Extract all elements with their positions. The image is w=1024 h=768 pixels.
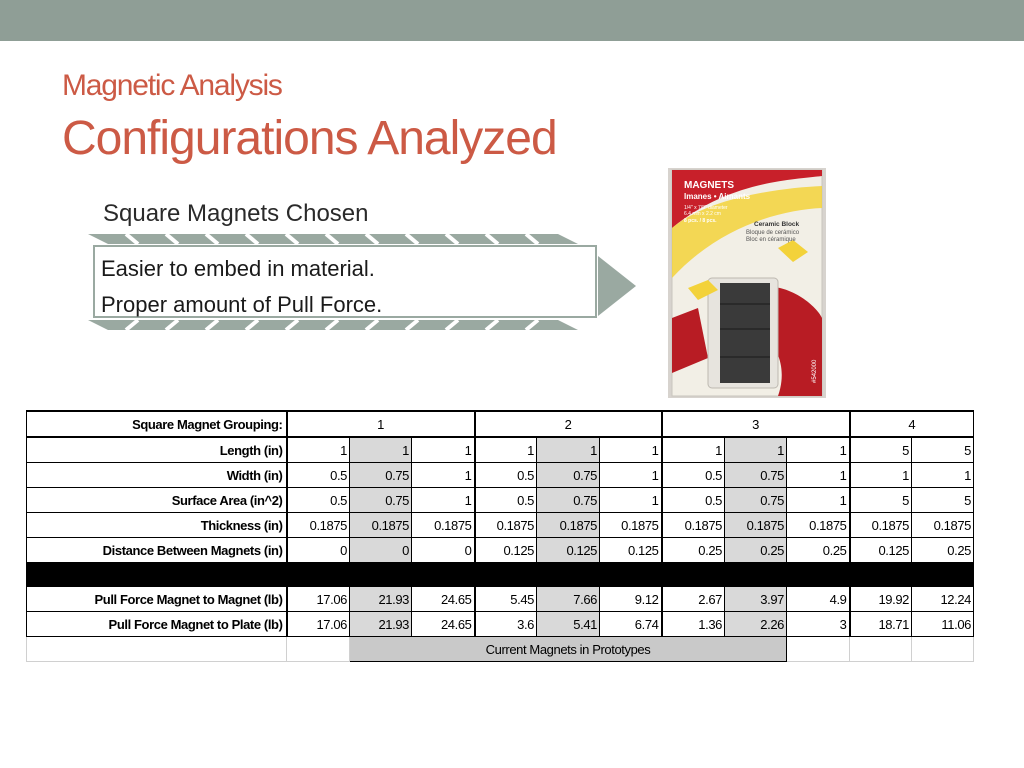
section-heading: Square Magnets Chosen <box>103 200 369 227</box>
table-row <box>27 463 974 488</box>
table-cell: 0.1875 <box>600 513 662 538</box>
table-cell: 0.125 <box>475 538 537 563</box>
table-cell: 0.75 <box>537 488 600 513</box>
spec-rows <box>27 437 974 563</box>
package-brand: MAGNETS <box>684 180 734 191</box>
package-type-en: Ceramic Block <box>754 221 800 228</box>
table-cell: 21.93 <box>350 587 412 612</box>
group-header-row <box>27 411 974 437</box>
table-cell: 0.5 <box>475 463 537 488</box>
table-cell: 5.41 <box>537 612 600 637</box>
row-label: Pull Force Magnet to Magnet (lb) <box>27 587 287 612</box>
table-cell: 17.06 <box>287 587 350 612</box>
table-cell: 1 <box>412 463 475 488</box>
row-label: Length (in) <box>27 437 287 463</box>
bullet-2: Proper amount of Pull Force. <box>101 292 383 317</box>
table-cell: 5.45 <box>475 587 537 612</box>
group-header-cell: 1 <box>287 411 475 437</box>
table-cell: 5 <box>850 437 912 463</box>
table-cell: 0.125 <box>850 538 912 563</box>
table-cell: 0.1875 <box>850 513 912 538</box>
table-cell: 4.9 <box>787 587 850 612</box>
table-cell: 0.1875 <box>662 513 725 538</box>
table-cell: 1 <box>662 437 725 463</box>
table-cell: 6.74 <box>600 612 662 637</box>
row-label: Distance Between Magnets (in) <box>27 538 287 563</box>
table-cell: 5 <box>850 488 912 513</box>
table-cell: 24.65 <box>412 587 475 612</box>
table-cell: 1 <box>412 437 475 463</box>
row-label: Thickness (in) <box>27 513 287 538</box>
group-header-cell: 4 <box>850 411 974 437</box>
row-label: Width (in) <box>27 463 287 488</box>
row-label: Surface Area (in^2) <box>27 488 287 513</box>
table-cell: 0.125 <box>600 538 662 563</box>
table-cell: 0 <box>287 538 350 563</box>
table-cell: 1 <box>787 437 850 463</box>
table-cell: 0.25 <box>912 538 974 563</box>
footnote-row <box>27 637 974 662</box>
table-cell: 0.75 <box>350 463 412 488</box>
table-cell: 0.1875 <box>475 513 537 538</box>
table-cell: 0 <box>350 538 412 563</box>
table-cell: 1 <box>600 463 662 488</box>
table-cell: 18.71 <box>850 612 912 637</box>
table-cell: 5 <box>912 437 974 463</box>
table-cell: 0.75 <box>725 463 787 488</box>
table-cell: 1 <box>412 488 475 513</box>
table-row <box>27 587 974 612</box>
table-cell: 0.75 <box>725 488 787 513</box>
table-cell: 21.93 <box>350 612 412 637</box>
package-size-2: 6.4 mm x 2.2 cm <box>684 211 721 217</box>
pull-rows <box>27 587 974 637</box>
table-cell: 0 <box>412 538 475 563</box>
table-cell: 1 <box>600 488 662 513</box>
table-cell: 1 <box>475 437 537 463</box>
package-type-fr: Bloc en céramique <box>746 237 796 243</box>
table-cell: 2.67 <box>662 587 725 612</box>
package-count: 8 pcs. / 8 pcs. <box>684 218 717 224</box>
table-cell: 0.1875 <box>537 513 600 538</box>
table-cell: 0.1875 <box>287 513 350 538</box>
table-cell: 3 <box>787 612 850 637</box>
table-cell: 1 <box>787 463 850 488</box>
table-cell: 0.1875 <box>350 513 412 538</box>
table-cell: 0.5 <box>662 488 725 513</box>
table-cell: 0.75 <box>537 463 600 488</box>
table-cell: 3.6 <box>475 612 537 637</box>
grouping-label: Square Magnet Grouping: <box>27 411 287 437</box>
table-cell: 3.97 <box>725 587 787 612</box>
separator-row <box>27 563 974 587</box>
table-cell: 0.1875 <box>912 513 974 538</box>
table-cell: 0.1875 <box>725 513 787 538</box>
table-cell: 0.5 <box>662 463 725 488</box>
package-languages: Imanes • Aimants <box>684 192 751 201</box>
table-cell: 0.1875 <box>412 513 475 538</box>
table-cell: 0.25 <box>662 538 725 563</box>
table-cell: 0.5 <box>287 463 350 488</box>
group-header-cell: 2 <box>475 411 662 437</box>
table-cell: 24.65 <box>412 612 475 637</box>
table-cell: 0.125 <box>537 538 600 563</box>
table-cell: 0.25 <box>725 538 787 563</box>
table-cell: 7.66 <box>537 587 600 612</box>
table-row <box>27 513 974 538</box>
package-sku: #542000 <box>812 359 818 383</box>
table-cell: 1.36 <box>662 612 725 637</box>
table-row <box>27 488 974 513</box>
table-cell: 0.5 <box>287 488 350 513</box>
row-label: Pull Force Magnet to Plate (lb) <box>27 612 287 637</box>
table-cell: 1 <box>600 437 662 463</box>
table-cell: 17.06 <box>287 612 350 637</box>
table-cell: 1 <box>350 437 412 463</box>
package-type-es: Bloque de cerámico <box>746 230 800 236</box>
table-cell: 1 <box>537 437 600 463</box>
table-cell: 1 <box>787 488 850 513</box>
package-size-1: 1/4" x 7/8" diameter <box>684 205 728 211</box>
table-cell: 19.92 <box>850 587 912 612</box>
table-row <box>27 538 974 563</box>
table-cell: 0.1875 <box>787 513 850 538</box>
table-cell: 0.5 <box>475 488 537 513</box>
table-cell: 0.75 <box>350 488 412 513</box>
table-row <box>27 612 974 637</box>
table-cell: 12.24 <box>912 587 974 612</box>
magnet-data-table <box>26 410 974 662</box>
group-header-cell: 3 <box>662 411 850 437</box>
table-cell: 2.26 <box>725 612 787 637</box>
slide-title: Magnetic Analysis <box>62 69 282 102</box>
table-cell: 9.12 <box>600 587 662 612</box>
bullet-1: Easier to embed in material. <box>101 256 375 281</box>
slide-subtitle: Configurations Analyzed <box>62 112 557 165</box>
top-bar <box>0 0 1024 41</box>
table-cell: 11.06 <box>912 612 974 637</box>
table-row <box>27 437 974 463</box>
table-cell: 5 <box>912 488 974 513</box>
table-cell: 1 <box>725 437 787 463</box>
magnet-package-photo <box>668 168 826 398</box>
table-cell: 0.25 <box>787 538 850 563</box>
bullet-box <box>93 245 597 318</box>
table-cell: 1 <box>287 437 350 463</box>
current-magnets-note: Current Magnets in Prototypes <box>350 637 787 662</box>
table-cell: 1 <box>850 463 912 488</box>
table-cell: 1 <box>912 463 974 488</box>
